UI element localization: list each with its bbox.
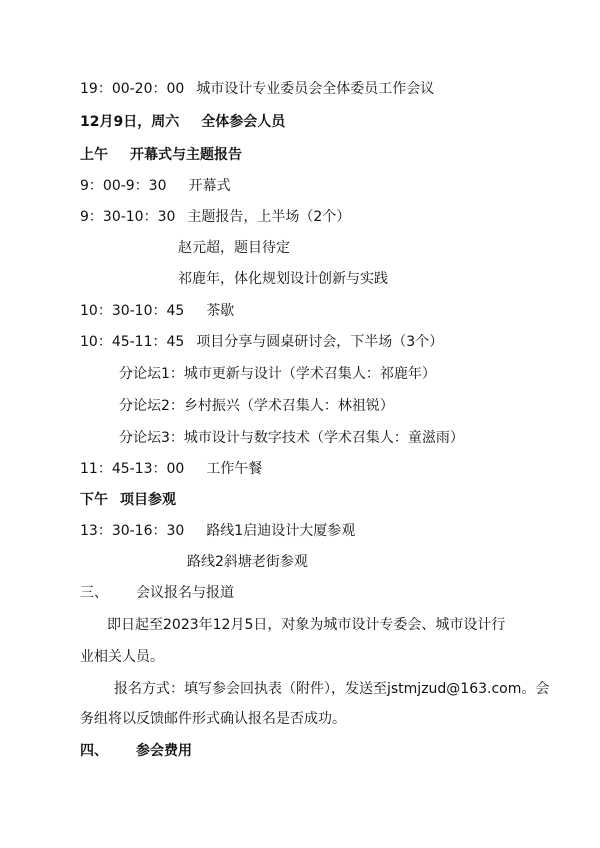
keynote-row xyxy=(80,207,350,227)
section-3-heading xyxy=(80,583,234,603)
section-3-para1-line1: 即日起至2023年12月5日，对象为城市设计专委会、城市设计行 xyxy=(107,617,506,633)
sharing-time: 10：45-11：45 xyxy=(80,334,185,350)
section-4-heading xyxy=(80,741,192,761)
evening-meeting-time: 19：00-20：00 xyxy=(80,81,185,97)
day-header xyxy=(80,112,285,132)
forum-2: 分论坛2：乡村振兴（学术召集人：林祖锐） xyxy=(119,398,394,414)
break-row xyxy=(80,301,234,321)
opening-row xyxy=(80,176,231,196)
evening-meeting-row xyxy=(80,79,434,99)
sharing-text: 项目分享与圆桌研讨会，下半场（3个） xyxy=(196,334,444,350)
forum-3: 分论坛3：城市设计与数字技术（学术召集人：童滋雨） xyxy=(119,430,464,446)
afternoon-title: 项目参观 xyxy=(120,492,176,508)
break-time: 10：30-10：45 xyxy=(80,303,185,319)
visit-time: 13：30-16：30 xyxy=(80,523,185,539)
keynote-time: 9：30-10：30 xyxy=(80,209,176,225)
break-text: 茶歇 xyxy=(206,303,235,319)
afternoon-period: 下午 xyxy=(80,492,108,508)
section-3-number: 三、 xyxy=(80,585,108,601)
keynote-speaker-1: 赵元超，题目待定 xyxy=(178,240,290,256)
visit-route-1: 路线1启迪设计大厦参观 xyxy=(206,523,356,539)
sharing-row xyxy=(80,332,443,352)
opening-text: 开幕式 xyxy=(188,178,231,194)
lunch-time: 11：45-13：00 xyxy=(80,461,185,477)
morning-title: 开幕式与主题报告 xyxy=(130,147,242,163)
section-3-para1-line2: 业相关人员。 xyxy=(80,649,164,665)
section-4-number: 四、 xyxy=(80,743,108,759)
section-3-para2-line1: 报名方式：填写参会回执表（附件），发送至jstmjzud@163.com。会 xyxy=(114,681,550,697)
evening-meeting-text: 城市设计专业委员会全体委员工作会议 xyxy=(196,81,435,97)
lunch-row xyxy=(80,459,262,479)
keynote-speaker-2: 祁鹿年，体化规划设计创新与实践 xyxy=(178,271,388,287)
section-3-para2-line2: 务组将以反馈邮件形式确认报名是否成功。 xyxy=(80,711,346,727)
section-3-title: 会议报名与报道 xyxy=(136,585,234,601)
visit-route-2: 路线2斜塘老街参观 xyxy=(187,554,308,570)
day-date: 12月9日，周六 xyxy=(80,114,180,130)
forum-1: 分论坛1：城市更新与设计（学术召集人：祁鹿年） xyxy=(119,366,436,382)
morning-period: 上午 xyxy=(80,147,108,163)
lunch-text: 工作午餐 xyxy=(206,461,263,477)
visit-row xyxy=(80,521,355,541)
morning-header xyxy=(80,145,242,165)
afternoon-header xyxy=(80,490,176,510)
section-4-title: 参会费用 xyxy=(136,743,192,759)
opening-time: 9：00-9：30 xyxy=(80,178,167,194)
keynote-text: 主题报告，上半场（2个） xyxy=(187,209,351,225)
day-audience: 全体参会人员 xyxy=(201,114,286,130)
